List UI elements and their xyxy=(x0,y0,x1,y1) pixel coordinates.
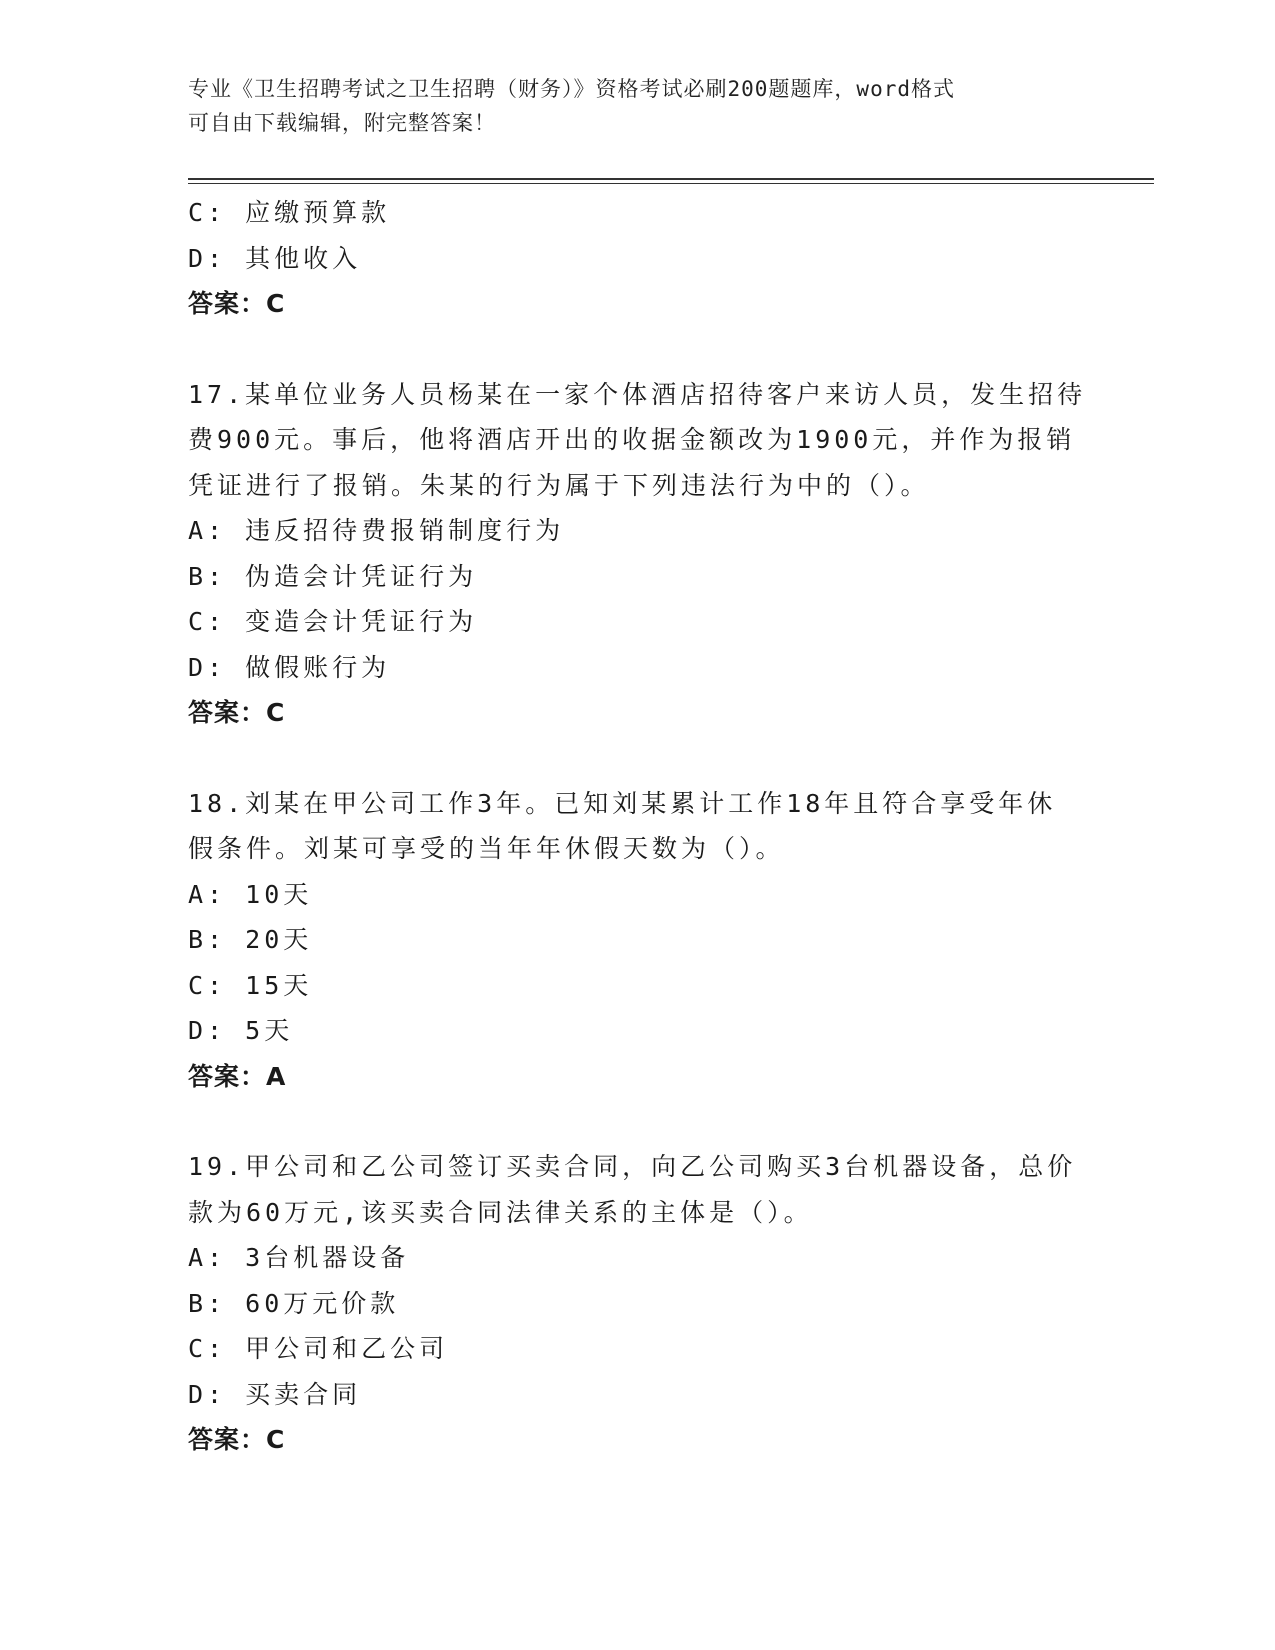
option-b: B: 20天 xyxy=(188,925,313,954)
answer-line: 答案：C xyxy=(188,698,286,727)
option-a: A: 3台机器设备 xyxy=(188,1243,410,1272)
question-19 xyxy=(188,1144,1088,1463)
answer-line: 答案：A xyxy=(188,1061,287,1091)
option-d: D: 5天 xyxy=(188,1016,294,1045)
answer-line: 答案：C xyxy=(188,1425,286,1454)
question-stem-line: 款为60万元,该买卖合同法律关系的主体是（）。 xyxy=(188,1197,813,1227)
question-stem-line: 凭证进行了报销。朱某的行为属于下列违法行为中的（）。 xyxy=(188,470,930,500)
previous-question-tail xyxy=(188,190,1088,327)
option-d: D: 做假账行为 xyxy=(188,652,391,682)
answer-line: 答案：C xyxy=(188,289,286,318)
question-17 xyxy=(188,372,1088,736)
option-a: A: 违反招待费报销制度行为 xyxy=(188,516,565,545)
option-b: B: 伪造会计凭证行为 xyxy=(188,561,478,591)
header-line-2: 可自由下载编辑，附完整答案！ xyxy=(188,111,496,135)
question-stem-line: 费900元。事后，他将酒店开出的收据金额改为1900元，并作为报销 xyxy=(188,425,1076,454)
option-d: D: 买卖合同 xyxy=(188,1379,362,1409)
header-line-1: 专业《卫生招聘考试之卫生招聘（财务）》资格考试必刷200题题库，word格式 xyxy=(188,77,955,101)
option-c: C: 甲公司和乙公司 xyxy=(188,1334,449,1363)
question-stem-line: 19.甲公司和乙公司签订买卖合同，向乙公司购买3台机器设备，总价 xyxy=(188,1152,1077,1181)
question-18 xyxy=(188,781,1088,1100)
option-d: D: 其他收入 xyxy=(188,243,362,273)
option-c: C: 15天 xyxy=(188,970,313,1000)
document-header xyxy=(188,72,1068,140)
option-c: C: 应缴预算款 xyxy=(188,198,391,227)
spacer xyxy=(188,1099,1088,1144)
option-a: A: 10天 xyxy=(188,879,313,909)
spacer xyxy=(188,327,1088,372)
document-body xyxy=(188,190,1088,1463)
question-stem-line: 18.刘某在甲公司工作3年。已知刘某累计工作18年且符合享受年休 xyxy=(188,788,1057,818)
question-stem-line: 17.某单位业务人员杨某在一家个体酒店招待客户来访人员，发生招待 xyxy=(188,379,1087,409)
question-stem-line: 假条件。刘某可享受的当年年休假天数为（）。 xyxy=(188,834,785,863)
header-divider xyxy=(188,178,1154,184)
spacer xyxy=(188,736,1088,781)
option-c: C: 变造会计凭证行为 xyxy=(188,607,478,636)
option-b: B: 60万元价款 xyxy=(188,1288,400,1318)
